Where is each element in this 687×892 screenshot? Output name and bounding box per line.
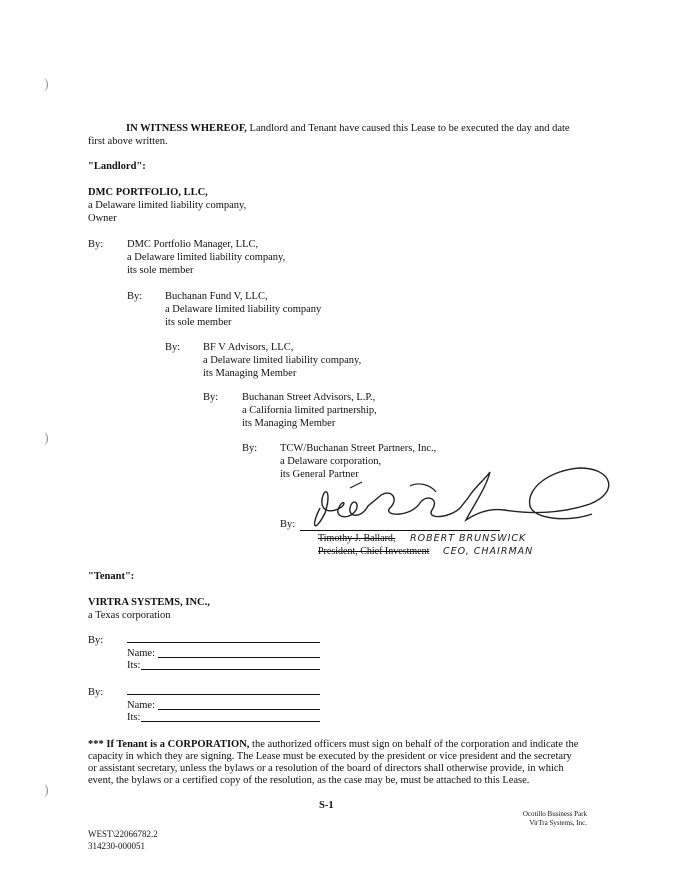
signer-printed-name: Timothy J. Ballard, (318, 533, 396, 544)
tenant-name: VIRTRA SYSTEMS, INC., (88, 597, 210, 608)
signer-printed-title: President, Chief Investment (318, 546, 430, 557)
entity-name: BF V Advisors, LLC, (203, 342, 294, 353)
handwritten-signature (290, 458, 620, 536)
entity-role: its sole member (165, 317, 232, 328)
landlord-name: DMC PORTFOLIO, LLC, (88, 187, 208, 198)
name-line (158, 709, 320, 710)
signature-line (127, 642, 320, 643)
footer-matter-id: 314230-000051 (88, 841, 145, 851)
by-label: By: (165, 342, 181, 353)
margin-mark: ) (44, 783, 49, 798)
witness-line-1 (126, 122, 570, 135)
entity-role: its sole member (127, 265, 194, 276)
entity-desc: a California limited partnership, (242, 405, 377, 416)
its-line (141, 721, 320, 722)
by-label: By: (88, 239, 104, 250)
its-line (141, 669, 320, 670)
its-label: Its: (127, 660, 141, 671)
page-number: S-1 (319, 800, 334, 811)
witness-rest: Landlord and Tenant have caused this Lease to be executed the day and date (246, 123, 570, 134)
by-label: By: (88, 687, 104, 698)
entity-role: its Managing Member (203, 368, 297, 379)
by-label: By: (203, 392, 219, 403)
entity-role: its General Partner (280, 469, 359, 480)
landlord-label: "Landlord": (88, 161, 146, 172)
entity-name: TCW/Buchanan Street Partners, Inc., (280, 443, 437, 454)
by-label: By: (127, 291, 143, 302)
footnote-line-2: capacity in which they are signing. The Lease must be executed by the president or vice president and the secretary (88, 751, 572, 762)
footnote-lead: *** If Tenant is a CORPORATION, (88, 739, 250, 750)
by-label: By: (242, 443, 258, 454)
entity-desc: a Delaware limited liability company, (127, 252, 286, 263)
witness-lead: IN WITNESS WHEREOF, (126, 123, 247, 134)
name-label: Name: (127, 700, 155, 711)
footnote-rest: the authorized officers must sign on behalf of the corporation and indicate the (249, 739, 579, 750)
landlord-role: Owner (88, 213, 117, 224)
its-label: Its: (127, 712, 141, 723)
footer-tenant: VirTra Systems, Inc. (529, 819, 587, 827)
tenant-label: "Tenant": (88, 571, 135, 582)
footnote-line-3: or assistant secretary, unless the bylaws or a resolution of the board of directors shall otherwise provide, in which (88, 763, 564, 774)
name-line (158, 657, 320, 658)
footnote-line-4: event, the bylaws or a certified copy of the resolution, as the case may be, must be attached to this Lease. (88, 775, 530, 786)
entity-desc: a Delaware corporation, (280, 456, 382, 467)
entity-desc: a Delaware limited liability company, (203, 355, 362, 366)
by-label: By: (88, 635, 104, 646)
entity-name: DMC Portfolio Manager, LLC, (127, 239, 259, 250)
tenant-desc: a Texas corporation (88, 610, 171, 621)
witness-line-2: first above written. (88, 136, 168, 147)
footer-project: Ocotillo Business Park (522, 810, 587, 818)
signer-handwritten-name: ROBERT BRUNSWICK (410, 533, 527, 544)
margin-mark: ) (44, 77, 49, 92)
signature-line (127, 694, 320, 695)
footer-doc-id: WEST\22066782.2 (88, 829, 158, 839)
entity-name: Buchanan Fund V, LLC, (165, 291, 268, 302)
landlord-desc: a Delaware limited liability company, (88, 200, 247, 211)
name-label: Name: (127, 648, 155, 659)
margin-mark: ) (44, 431, 49, 446)
entity-name: Buchanan Street Advisors, L.P., (242, 392, 376, 403)
entity-role: its Managing Member (242, 418, 336, 429)
entity-desc: a Delaware limited liability company (165, 304, 322, 315)
signer-handwritten-title: CEO, CHAIRMAN (443, 546, 534, 557)
signature-by-label: By: (280, 519, 296, 530)
